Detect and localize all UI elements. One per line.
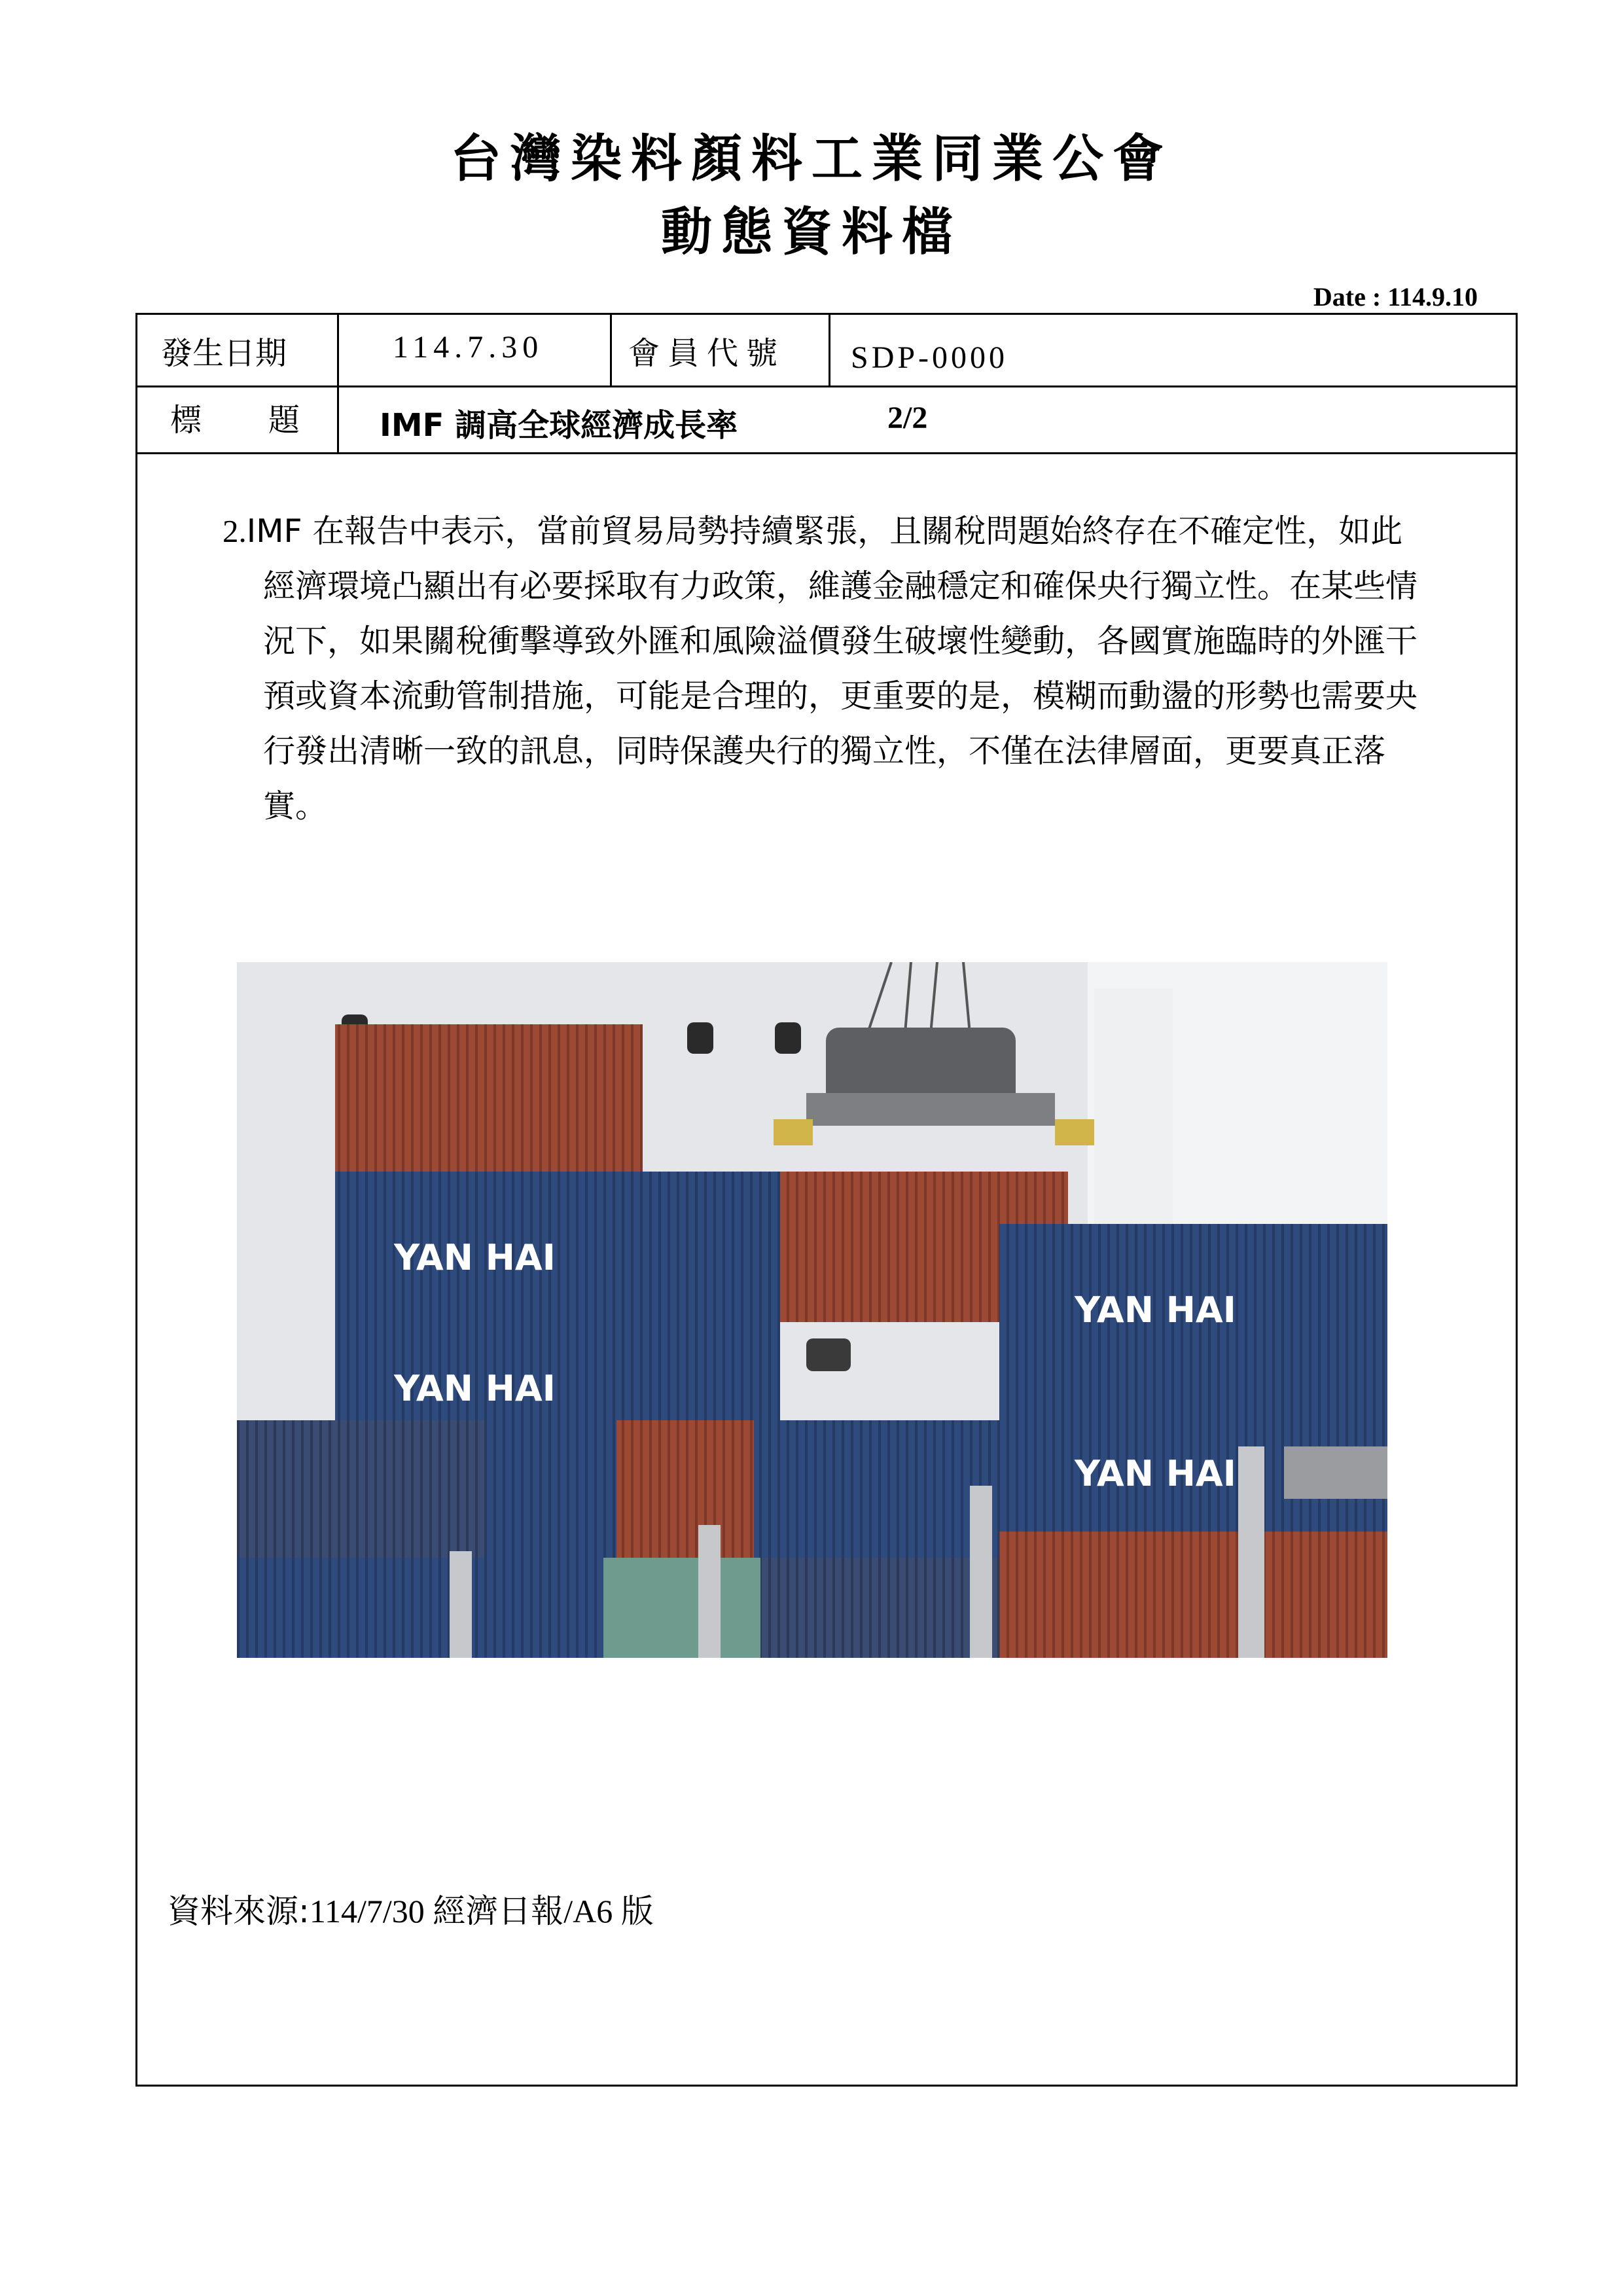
column-divider bbox=[337, 315, 339, 452]
source-line bbox=[168, 1885, 654, 1932]
brand-mark-4: YAN HAI bbox=[1075, 1453, 1236, 1494]
source-value: 114/7/30 經濟日報/A6 版 bbox=[309, 1893, 654, 1929]
org-title: 台灣染料顏料工業同業公會 bbox=[450, 130, 1173, 188]
document-date: Date : 114.9.10 bbox=[1313, 282, 1478, 312]
brand-mark-3: YAN HAI bbox=[1075, 1289, 1236, 1331]
title-label-char-1: 標 bbox=[170, 402, 202, 439]
date-label: 發生日期 bbox=[161, 335, 287, 372]
article-body bbox=[223, 504, 1427, 834]
member-label: 會員代號 bbox=[628, 335, 786, 372]
source-label: 資料來源: bbox=[168, 1892, 310, 1930]
paragraph-text: IMF 在報告中表示，當前貿易局勢持續緊張，且關稅問題始終存在不確定性，如此經濟環境凸顯出有必要採取有力政策，維護金融穩定和確保央行獨立性。在某些情況下，如果關稅衝擊導致外匯和風險溢價發生破壞性變動，各國實施臨時的外匯干預或資本流動管制措施，可能是合理的，更重要的是，模糊而動盪的形勢也需要央行發出清晰一致的訊息，同時保護央行的獨立性，不僅在法律層面，更要真正落實。 bbox=[246, 512, 1418, 825]
paragraph-number: 2. bbox=[223, 513, 247, 549]
brand-mark-1: YAN HAI bbox=[394, 1237, 556, 1278]
page-indicator: 2/2 bbox=[887, 401, 928, 435]
document-type-title: 動態資料檔 bbox=[660, 203, 962, 262]
column-divider bbox=[610, 315, 612, 386]
brand-mark-2: YAN HAI bbox=[394, 1368, 556, 1409]
container-ship-photo bbox=[237, 962, 1387, 1658]
title-label-char-2: 題 bbox=[268, 402, 300, 439]
article-title: IMF 調高全球經濟成長率 bbox=[380, 407, 738, 444]
row-divider bbox=[137, 386, 1516, 387]
article-paragraph bbox=[223, 504, 1427, 834]
date-value: 114.7.30 bbox=[393, 330, 544, 365]
row-divider bbox=[137, 452, 1516, 454]
member-value: SDP-0000 bbox=[851, 340, 1008, 375]
column-divider bbox=[829, 315, 830, 386]
container-photo-illustration bbox=[237, 962, 1387, 1658]
